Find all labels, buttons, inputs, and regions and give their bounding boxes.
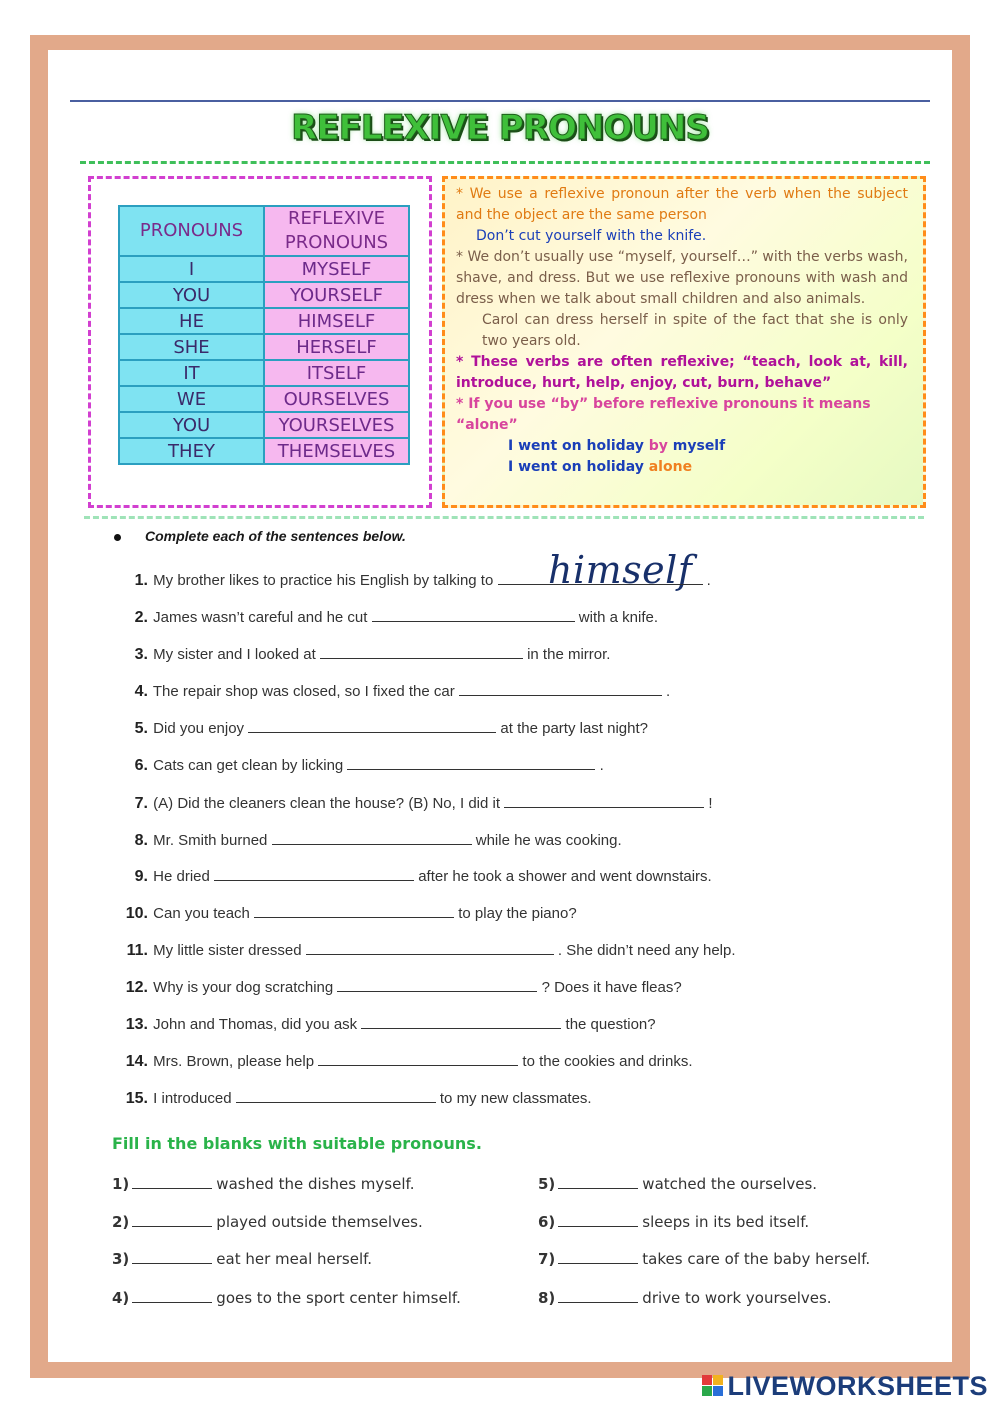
example-1-by: by bbox=[648, 438, 668, 454]
fill-item-number: 6) bbox=[538, 1213, 556, 1231]
fill-item bbox=[112, 1288, 461, 1307]
exercise-1-instruction bbox=[114, 528, 406, 544]
sentence-item bbox=[108, 793, 713, 813]
sentence-text: Did you enjoy bbox=[149, 720, 249, 737]
reflexive-cell: MYSELF bbox=[264, 256, 409, 282]
reflexive-cell: YOURSELF bbox=[264, 282, 409, 308]
sentence-text: Can you teach bbox=[149, 905, 255, 922]
sentence-text: My little sister dressed bbox=[149, 942, 306, 959]
sentence-end-text: to the cookies and drinks. bbox=[518, 1053, 693, 1070]
answer-blank[interactable] bbox=[248, 718, 496, 733]
sentence-end-text: to play the piano? bbox=[454, 905, 577, 922]
sentence-end-text: after he took a shower and went downstairs. bbox=[414, 868, 712, 885]
fill-blank[interactable] bbox=[132, 1288, 212, 1303]
fill-item-text: goes to the sport center himself. bbox=[216, 1289, 461, 1307]
sentence-item bbox=[108, 940, 736, 960]
sentence-item bbox=[108, 644, 610, 664]
brand-watermark bbox=[702, 1371, 988, 1402]
fill-blank[interactable] bbox=[558, 1174, 638, 1189]
answer-blank[interactable] bbox=[254, 903, 454, 918]
answer-blank[interactable] bbox=[272, 830, 472, 845]
item-number: 10. bbox=[125, 905, 148, 922]
pronoun-cell: I bbox=[119, 256, 264, 282]
pronoun-cell: YOU bbox=[119, 412, 264, 438]
answer-blank[interactable] bbox=[337, 977, 537, 992]
pronoun-cell: HE bbox=[119, 308, 264, 334]
instruction-text: Complete each of the sentences below. bbox=[145, 528, 406, 544]
sentence-text: He dried bbox=[149, 868, 215, 885]
answer-blank[interactable] bbox=[347, 755, 595, 770]
sentence-end-text: . She didn’t need any help. bbox=[553, 942, 736, 959]
fill-item-text: takes care of the baby herself. bbox=[642, 1250, 871, 1268]
item-number: 13. bbox=[125, 1016, 148, 1033]
sentence-item bbox=[108, 570, 711, 590]
fill-item-text: drive to work yourselves. bbox=[642, 1289, 832, 1307]
sentence-end-text: while he was cooking. bbox=[471, 832, 622, 849]
answer-1-handwritten: himself bbox=[548, 548, 693, 592]
reflexive-cell: ITSELF bbox=[264, 360, 409, 386]
rule-2-example: Carol can dress herself in spite of the fact that she is only two years old. bbox=[482, 312, 908, 349]
reflexive-cell: YOURSELVES bbox=[264, 412, 409, 438]
example-2-text: I went on holiday bbox=[508, 459, 644, 475]
exercise-2-instruction: Fill in the blanks with suitable pronouns. bbox=[112, 1134, 482, 1153]
grammar-rules bbox=[456, 184, 908, 478]
fill-blank[interactable] bbox=[132, 1249, 212, 1264]
answer-blank[interactable] bbox=[214, 866, 414, 881]
rule-3: * These verbs are often reflexive; “teach, look at, kill, introduce, hurt, help, enjoy, cut, burn, behave” bbox=[456, 354, 908, 391]
fill-item-text: eat her meal herself. bbox=[216, 1250, 373, 1268]
top-rule bbox=[70, 100, 930, 102]
answer-blank[interactable] bbox=[504, 793, 704, 808]
sentence-item bbox=[108, 866, 712, 886]
pronoun-cell: IT bbox=[119, 360, 264, 386]
sentence-end-text: . bbox=[661, 683, 671, 700]
sentence-text: (A) Did the cleaners clean the house? (B) No, I did it bbox=[149, 795, 505, 812]
brand-text: LIVEWORKSHEETS bbox=[727, 1371, 988, 1401]
sentence-text: Why is your dog scratching bbox=[149, 979, 338, 996]
table-row bbox=[119, 386, 409, 412]
fill-item bbox=[538, 1174, 817, 1193]
sentence-text: James wasn’t careful and he cut bbox=[149, 609, 372, 626]
fill-item-number: 7) bbox=[538, 1250, 556, 1268]
answer-blank[interactable] bbox=[459, 681, 662, 696]
pronoun-cell: WE bbox=[119, 386, 264, 412]
fill-blank[interactable] bbox=[132, 1212, 212, 1227]
sentence-item bbox=[108, 681, 670, 701]
bottom-dash-divider bbox=[84, 516, 924, 519]
sentence-text: The repair shop was closed, so I fixed the car bbox=[149, 683, 459, 700]
table-header-row bbox=[119, 206, 409, 256]
sentence-end-text: to my new classmates. bbox=[435, 1090, 592, 1107]
fill-item-number: 8) bbox=[538, 1289, 556, 1307]
rule-4: * If you use “by” before reflexive pronouns it means “alone” bbox=[456, 396, 871, 433]
fill-item bbox=[112, 1174, 414, 1193]
sentence-end-text: ! bbox=[704, 795, 713, 812]
table-row bbox=[119, 334, 409, 360]
fill-blank[interactable] bbox=[558, 1249, 638, 1264]
liveworksheets-logo-icon bbox=[702, 1375, 724, 1397]
fill-item bbox=[538, 1212, 809, 1231]
rule-1: * We use a reflexive pronoun after the verb when the subject and the object are the same person bbox=[456, 186, 908, 223]
pronoun-cell: SHE bbox=[119, 334, 264, 360]
fill-item-number: 3) bbox=[112, 1250, 130, 1268]
item-number: 11. bbox=[126, 942, 148, 959]
fill-item-number: 2) bbox=[112, 1213, 130, 1231]
page-title: REFLEXIVE PRONOUNS bbox=[291, 108, 709, 148]
item-number: 2. bbox=[134, 609, 148, 626]
header-reflexive-text: REFLEXIVE PRONOUNS bbox=[284, 208, 389, 253]
top-dash-divider bbox=[80, 161, 930, 164]
fill-item-text: washed the dishes myself. bbox=[216, 1175, 415, 1193]
rule-4-example-2 bbox=[456, 457, 908, 478]
fill-item-text: played outside themselves. bbox=[216, 1213, 423, 1231]
fill-blank[interactable] bbox=[558, 1288, 638, 1303]
header-reflexive bbox=[264, 206, 409, 256]
item-number: 5. bbox=[134, 720, 148, 737]
sentence-item bbox=[108, 607, 658, 627]
item-number: 8. bbox=[134, 832, 148, 849]
table-row bbox=[119, 412, 409, 438]
sentence-item bbox=[108, 1051, 693, 1071]
sentence-text: John and Thomas, did you ask bbox=[149, 1016, 362, 1033]
reflexive-cell: HERSELF bbox=[264, 334, 409, 360]
reflexive-cell: THEMSELVES bbox=[264, 438, 409, 464]
answer-blank[interactable] bbox=[320, 644, 523, 659]
fill-item-number: 5) bbox=[538, 1175, 556, 1193]
sentence-end-text: with a knife. bbox=[574, 609, 658, 626]
reflexive-cell: HIMSELF bbox=[264, 308, 409, 334]
header-pronouns: PRONOUNS bbox=[119, 206, 264, 256]
fill-item bbox=[538, 1249, 870, 1268]
fill-item bbox=[112, 1249, 372, 1268]
fill-blank[interactable] bbox=[558, 1212, 638, 1227]
pronoun-table bbox=[118, 205, 410, 465]
item-number: 3. bbox=[134, 646, 148, 663]
rule-1-example: Don’t cut yourself with the knife. bbox=[476, 228, 707, 244]
answer-blank[interactable] bbox=[498, 570, 703, 585]
fill-blank[interactable] bbox=[132, 1174, 212, 1189]
sentence-item bbox=[108, 1014, 656, 1034]
table-row bbox=[119, 438, 409, 464]
sentence-item bbox=[108, 977, 682, 997]
answer-blank[interactable] bbox=[318, 1051, 518, 1066]
fill-item-text: sleeps in its bed itself. bbox=[642, 1213, 810, 1231]
sentence-end-text: . bbox=[702, 572, 711, 589]
fill-item-number: 1) bbox=[112, 1175, 130, 1193]
sentence-end-text: . bbox=[595, 757, 604, 774]
sentence-text: Mrs. Brown, please help bbox=[149, 1053, 319, 1070]
sentence-item bbox=[108, 830, 622, 850]
sentence-text: My sister and I looked at bbox=[149, 646, 320, 663]
answer-blank[interactable] bbox=[236, 1088, 436, 1103]
answer-blank[interactable] bbox=[361, 1014, 561, 1029]
sentence-end-text: ? Does it have fleas? bbox=[537, 979, 682, 996]
item-number: 7. bbox=[134, 795, 148, 812]
sentence-end-text: at the party last night? bbox=[496, 720, 648, 737]
item-number: 15. bbox=[125, 1090, 148, 1107]
example-2-alone: alone bbox=[648, 459, 693, 475]
item-number: 6. bbox=[134, 757, 148, 774]
bullet-icon bbox=[114, 534, 121, 541]
table-row bbox=[119, 256, 409, 282]
sentence-item bbox=[108, 718, 648, 738]
item-number: 14. bbox=[125, 1053, 148, 1070]
fill-item bbox=[538, 1288, 832, 1307]
rule-2: * We don’t usually use “myself, yourself…” with the verbs wash, shave, and dress. But we use reflexive pronouns with wash and dress when we talk about small children and also animals. bbox=[456, 249, 908, 307]
sentence-end-text: in the mirror. bbox=[522, 646, 611, 663]
item-number: 1. bbox=[134, 572, 148, 589]
item-number: 4. bbox=[134, 683, 148, 700]
table-row bbox=[119, 360, 409, 386]
fill-item-number: 4) bbox=[112, 1289, 130, 1307]
reflexive-cell: OURSELVES bbox=[264, 386, 409, 412]
table-row bbox=[119, 282, 409, 308]
example-1-myself: myself bbox=[672, 438, 726, 454]
sentence-end-text: the question? bbox=[561, 1016, 656, 1033]
pronoun-cell: YOU bbox=[119, 282, 264, 308]
sentence-item bbox=[108, 903, 577, 923]
table-row bbox=[119, 308, 409, 334]
pronoun-cell: THEY bbox=[119, 438, 264, 464]
item-number: 9. bbox=[134, 868, 148, 885]
example-1-text: I went on holiday bbox=[508, 438, 644, 454]
fill-item-text: watched the ourselves. bbox=[642, 1175, 818, 1193]
answer-blank[interactable] bbox=[306, 940, 554, 955]
sentence-text: Mr. Smith burned bbox=[149, 832, 272, 849]
fill-item bbox=[112, 1212, 423, 1231]
sentence-text: Cats can get clean by licking bbox=[149, 757, 348, 774]
rule-4-example-1 bbox=[456, 436, 908, 457]
item-number: 12. bbox=[125, 979, 148, 996]
answer-blank[interactable] bbox=[372, 607, 575, 622]
sentence-text: My brother likes to practice his English by talking to bbox=[149, 572, 498, 589]
sentence-item bbox=[108, 1088, 592, 1108]
sentence-text: I introduced bbox=[149, 1090, 236, 1107]
sentence-item bbox=[108, 755, 604, 775]
